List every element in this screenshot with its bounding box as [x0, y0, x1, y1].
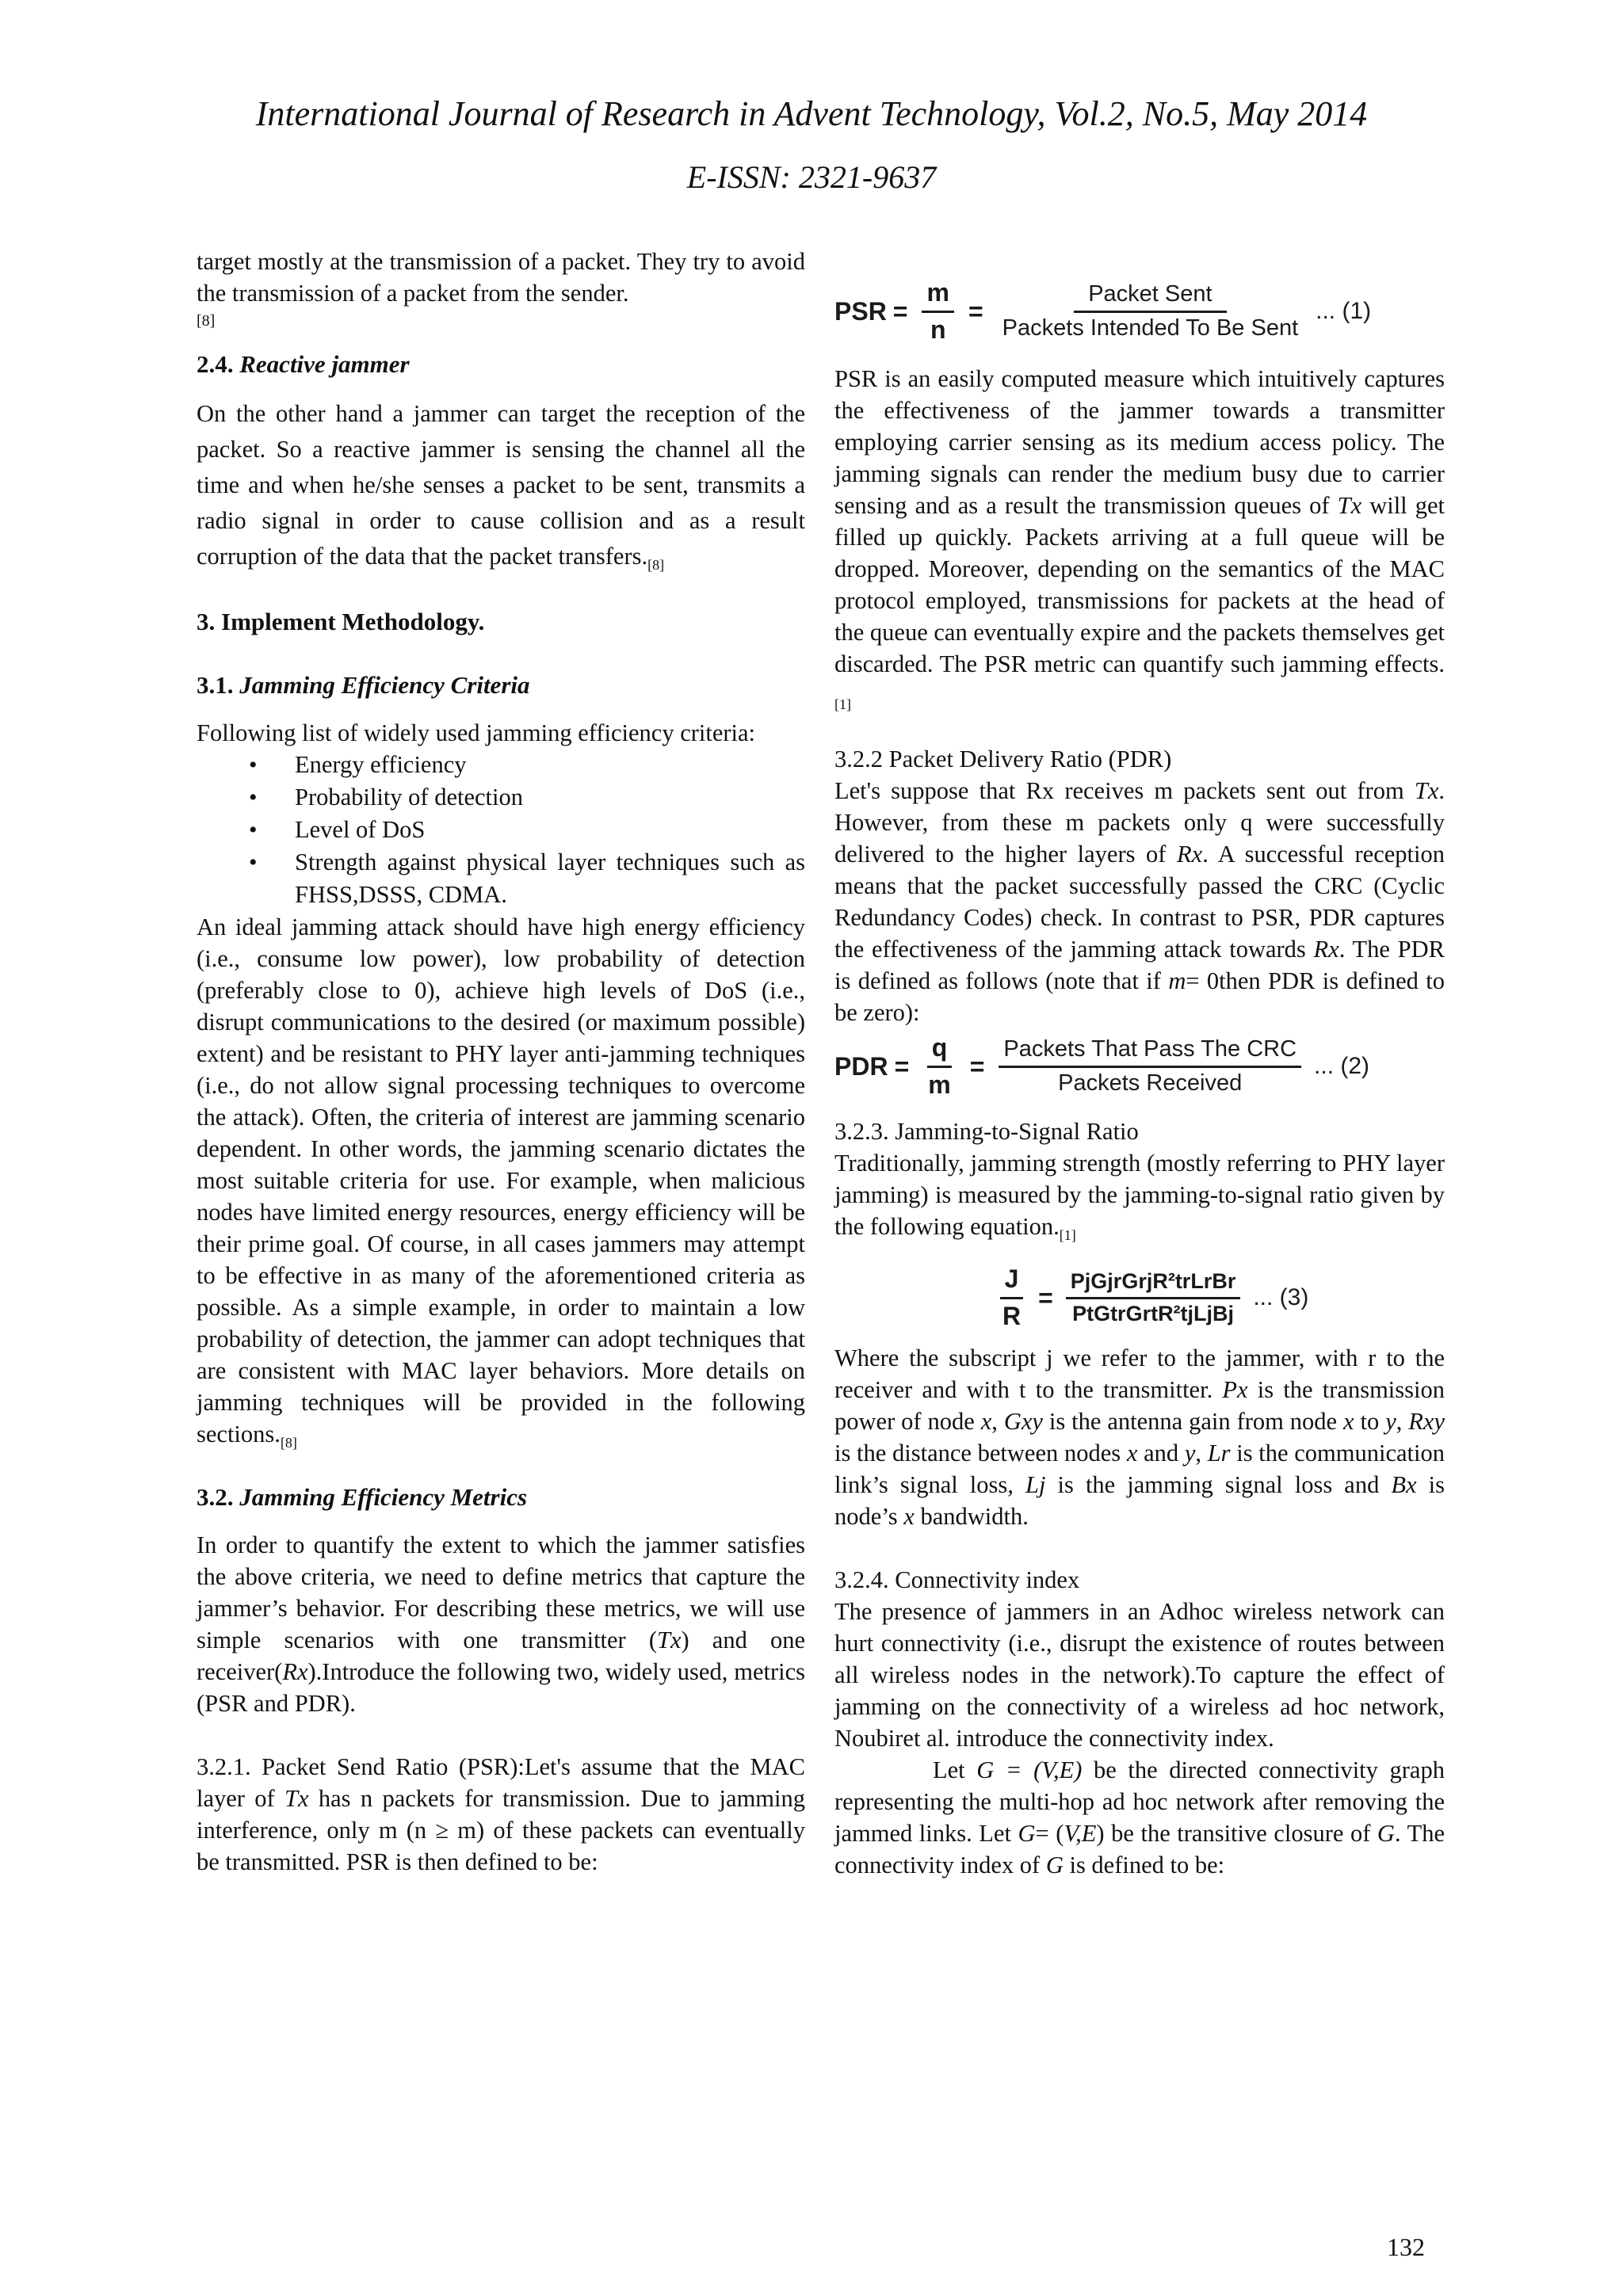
fraction: $\frac{m}{n}$ — [922, 279, 953, 343]
citation: [1] — [834, 696, 851, 713]
fraction: $\frac{q}{m}$ — [928, 1033, 951, 1099]
where-paragraph: Where the subscript j we refer to the jammer, with r to the receiver and with t to the transmitter. Px is the transmission power of node x, Gxy is the antenna gain from node x to y, Rxy is the distance between nodes x and y, Lr is the communication link’s signal loss, Lj is the jamming signal loss and Bx is node’s x bandwidth. — [834, 1344, 1445, 1530]
fraction: $\frac{\text{Packets That Pass The CRC}}{\text{Packets Received}}$ — [999, 1037, 1301, 1097]
list-item: • Level of DoS — [197, 814, 805, 846]
section-3-2-heading: 3.2. Jamming Efficiency Metrics — [197, 1483, 528, 1511]
equation-2: PDR = $\frac{q}{m}$ = $\frac{\text{Packets That Pass The CRC}}{\text{Packets Received}}$ ... (2) — [834, 1033, 1370, 1099]
let-paragraph: Let G = (V,E) be the directed connectivity graph representing the multi-hop ad hoc network after removing the jammed links. Let G= (V,E) be the transitive closure of G. The connectivity index of G is defined to be: — [834, 1756, 1445, 1878]
section-3-2-text: In order to quantify the extent to which the jammer satisfies the above criteria, we need to define metrics that capture the jammer’s behavior. For describing these metrics, we will use simple scenarios with one transmitter (Tx) and one receiver(Rx).Introduce the following two, widely used, metrics (PSR and PDR). — [197, 1531, 806, 1717]
page-number: 132 — [1387, 2233, 1425, 2261]
section-2-4-text: On the other hand a jammer can target the reception of the packet. So a reactive jammer is sensing the channel all the time and when he/she senses a packet to be sent, transmits a radio signal in order to cause collision and as a result corruption of the data that the packet $transfers._{[8]}$ — [197, 400, 805, 574]
connectivity-paragraph: The presence of jammers in an Adhoc wireless network can hurt connectivity (i.e., disrupt the existence of routes between all wireless nodes in the network).To capture the effect of jamming on the connectivity of a wireless ad hoc network, Noubiret al. introduce the connectivity index. — [834, 1598, 1445, 1752]
criteria-intro: Following list of widely used jamming efficiency criteria: — [197, 719, 756, 746]
citation: [1] — [1059, 1227, 1076, 1244]
fraction: $\frac{J}{R}$ — [998, 1265, 1025, 1329]
section-3-2-1-text: 3.2.1. Packet Send Ratio (PSR):Let's assume that the MAC layer of Tx has n packets for transmission. Due to jamming interference, only m (n ≥ m) of these packets can eventually be transmitted. PSR is then defined to be: — [197, 1753, 805, 1875]
equation-1: PSR = $\frac{m}{n}$ = $\frac{\text{Packet Sent}}{\text{Packets Intended To Be Sent}}$ ... (1) — [834, 278, 1372, 344]
list-item: • Probability of detection — [197, 781, 805, 814]
pdr-paragraph: Let's suppose that Rx receives m packets sent out from Tx. However, from these m packets only q were successfully delivered to the higher layers of Rx. A successful reception means that the packet successfully passed the CRC (Cyclic Redundancy Codes) check. In contrast to PSR, PDR captures the effectiveness of the jamming attack towards Rx. The PDR is defined as follows (note that if m= 0then PDR is defined to be zero): — [834, 777, 1445, 1026]
pdr-heading: 3.2.2 Packet Delivery Ratio (PDR) — [834, 746, 1172, 772]
intro-paragraph — [197, 246, 805, 309]
citation: [8] — [280, 1435, 297, 1451]
issn: E-ISSN: 2321-9637 — [686, 159, 937, 195]
fraction: $\frac{\text{Packet Sent}}{\text{Packets Intended To Be Sent}}$ — [1002, 280, 1299, 341]
journal-title: International Journal of Research in Advent Technology, Vol.2, No.5, May 2014 — [255, 94, 1368, 133]
citation: [8] — [647, 557, 665, 574]
equation-3: $\frac{J}{R}$ = $\frac{\text{PjGjrGrjR²trLrBr}}{\text{PtGtrGrtR²tjLjBj}}$ ... (3) — [834, 1253, 1445, 1342]
criteria-list — [197, 749, 805, 911]
section-2-4-heading: 2.4. Reactive jammer — [197, 350, 410, 378]
connectivity-heading: 3.2.4. Connectivity index — [834, 1566, 1080, 1593]
list-item: • Energy efficiency — [197, 749, 805, 781]
left-column — [197, 246, 805, 1878]
intro-text: target mostly at the transmission of a packet. They try to avoid the transmission of a packet from the sender. — [197, 248, 805, 307]
intro-ref: [8] — [197, 312, 216, 330]
section-3-heading: 3. Implement Methodology. — [197, 608, 485, 635]
psr-paragraph: PSR is an easily computed measure which intuitively captures the effectiveness of the jammer towards a transmitter employing carrier sensing as its medium access policy. The jamming signals can render the medium busy due to carrier sensing and as a result the transmission queues of Tx will get filled up quickly. Packets arriving at a full queue will be dropped. Moreover, depending on the semantics of the MAC protocol employed, transmissions for packets at the head of the queue can eventually expire and the packets themselves get discarded. The PSR metric can quantify such jamming $effects._{[1]}$ — [834, 365, 1445, 713]
fraction: $\frac{\text{PjGjrGrjR²trLrBr}}{\text{PtGtrGrtR²tjLjBj}}$ — [1066, 1270, 1241, 1325]
right-column — [834, 246, 1445, 1881]
jsr-paragraph: Traditionally, jamming strength (mostly referring to PHY layer jamming) is measured by the jamming-to-signal ratio given by the following $equation._{[1]}$ — [834, 1150, 1445, 1244]
jsr-heading: 3.2.3. Jamming-to-Signal Ratio — [834, 1118, 1139, 1145]
criteria-body: An ideal jamming attack should have high energy efficiency (i.e., consume low power), low probability of detection (preferably close to 0), achieve high levels of DoS (i.e., disrupt communications to the desired (or maximum possible) extent) and be resistant to PHY layer anti-jamming techniques (i.e., do not allow signal processing techniques to overcome the attack). Often, the criteria of interest are jamming scenario dependent. In other words, the jamming scenario dictates the most suitable criteria for use. For example, when malicious nodes have limited energy resources, energy efficiency will be their prime goal. Of course, in all cases jammers may attempt to be effective in as many of the aforementioned criteria as possible. As a simple example, in order to maintain a low probability of detection, the jammer can adopt techniques that are consistent with MAC layer behaviors. More details on jamming techniques will be provided in the following $sections._{[8]}$ — [197, 913, 805, 1451]
section-3-1-heading: 3.1. Jamming Efficiency Criteria — [197, 671, 530, 699]
list-item: • Strength against physical layer techniques such as FHSS,DSSS, CDMA. — [197, 846, 805, 911]
